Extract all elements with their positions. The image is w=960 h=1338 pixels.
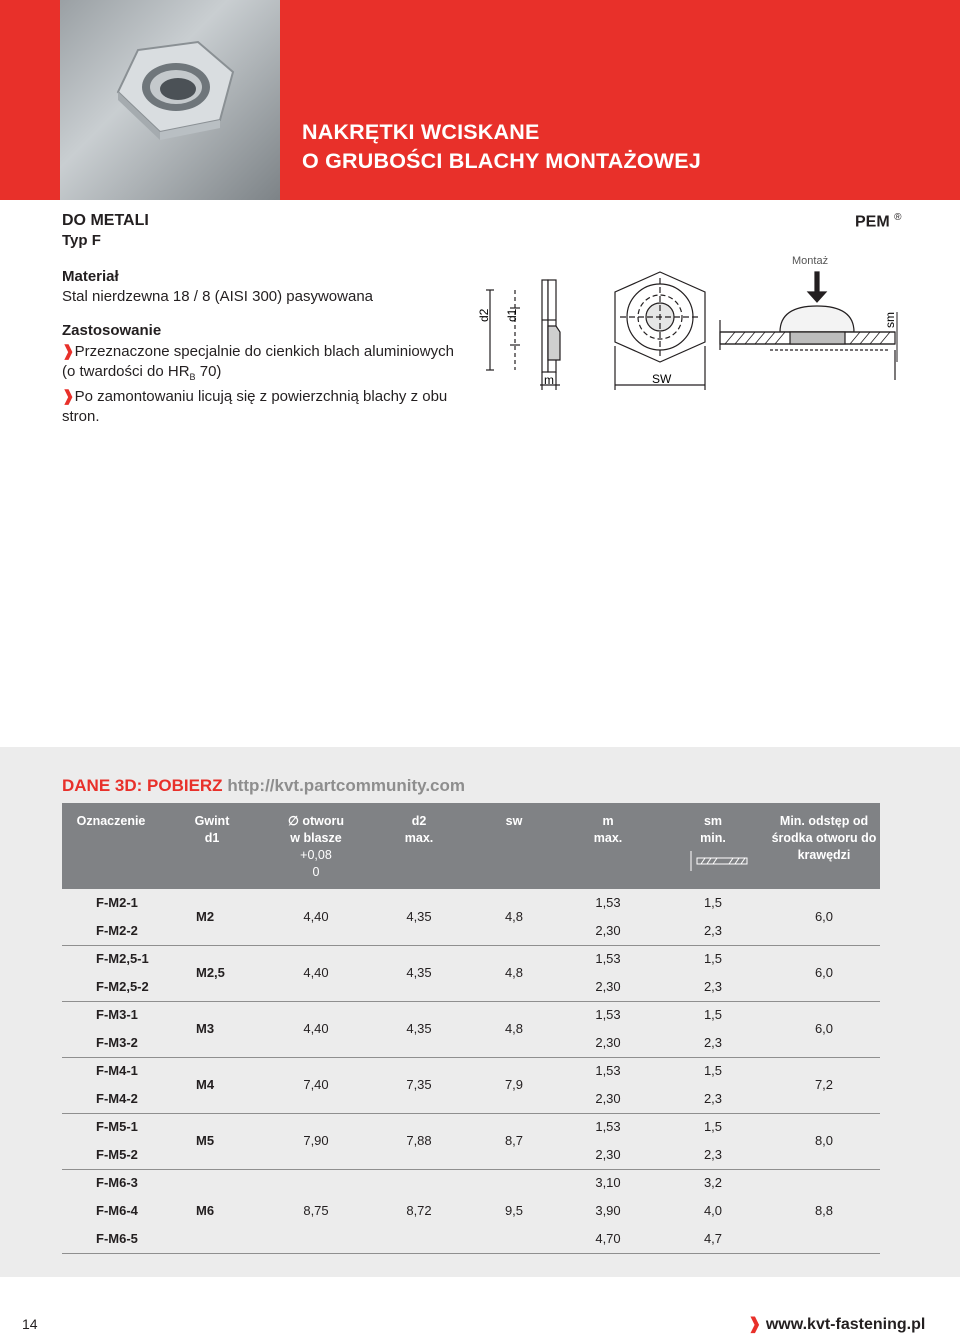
col-sm-label: sm: [703, 814, 723, 828]
cell-edge: 6,0: [814, 909, 834, 924]
cell-thread: M5: [196, 1133, 215, 1148]
col-otwor-tol-upper: +0,08: [300, 848, 332, 862]
cell-sw: 4,8: [504, 965, 524, 980]
col-min-l3: krawędzi: [797, 848, 851, 862]
cell-code: F-M2,5-2: [96, 979, 149, 994]
cell-d2: 4,35: [406, 1021, 432, 1036]
product-heading: DO METALI: [62, 212, 149, 229]
cell-hole: 7,40: [303, 1077, 329, 1092]
label-d2: d2: [477, 308, 491, 322]
technical-drawing: [470, 250, 910, 400]
cell-d2: 7,35: [406, 1077, 432, 1092]
download-3d-link[interactable]: [62, 776, 465, 796]
col-min-l2: środka otworu do: [771, 831, 877, 845]
col-m-label: m: [602, 814, 614, 828]
cell-sm: 3,2: [703, 1175, 723, 1190]
chevron-right-icon: ❱: [62, 388, 75, 405]
cell-code: F-M2-2: [96, 923, 138, 938]
cell-code: F-M6-4: [96, 1203, 138, 1218]
bullet-1: [62, 342, 462, 362]
cell-m: 2,30: [595, 1147, 621, 1162]
download-prefix: DANE 3D: POBIERZ: [62, 776, 223, 795]
footer-website-link[interactable]: [748, 1314, 925, 1334]
col-m: [558, 813, 658, 847]
col-gwint-sub: d1: [204, 831, 220, 845]
material-text: Stal nierdzewna 18 / 8 (AISI 300) pasywowana: [62, 288, 374, 305]
cell-m: 1,53: [595, 1063, 621, 1078]
chevron-right-icon: ❱: [62, 343, 75, 360]
cell-code: F-M5-1: [96, 1119, 138, 1134]
cell-code: F-M4-1: [96, 1063, 138, 1078]
table-row-divider: [62, 1253, 880, 1254]
table-header: [62, 803, 880, 889]
cell-m: 2,30: [595, 1035, 621, 1050]
cell-edge: 7,2: [814, 1077, 834, 1092]
cell-code: F-M6-5: [96, 1231, 138, 1246]
cell-m: 1,53: [595, 951, 621, 966]
brand-label: [855, 212, 902, 231]
product-type: Typ F: [62, 232, 101, 249]
cell-hole: 8,75: [303, 1203, 329, 1218]
label-d1: d1: [505, 308, 519, 322]
col-otwor-l2: w blasze: [290, 831, 342, 845]
label-montaz: Montaż: [792, 255, 829, 267]
cell-d2: 4,35: [406, 909, 432, 924]
label-sm: sm: [883, 312, 897, 328]
title-line-1: NAKRĘTKI WCISKANE: [302, 120, 540, 144]
cell-thread: M3: [196, 1021, 215, 1036]
cell-code: F-M5-2: [96, 1147, 138, 1162]
cell-sw: 4,8: [504, 909, 524, 924]
page-number: 14: [22, 1316, 38, 1332]
cell-m: 2,30: [595, 923, 621, 938]
bullet-1-text-b: (o twardości do HR: [62, 363, 190, 380]
application-label: Zastosowanie: [62, 322, 162, 339]
cell-edge: 6,0: [814, 1021, 834, 1036]
cell-thread: M4: [196, 1077, 215, 1092]
cell-thread: M2,5: [196, 965, 225, 980]
header-banner: [0, 0, 960, 200]
cell-sm: 2,3: [703, 1035, 723, 1050]
sm-diagram-icon: [673, 847, 753, 873]
cell-code: F-M4-2: [96, 1091, 138, 1106]
cell-thread: M6: [196, 1203, 215, 1218]
cell-m: 1,53: [595, 1119, 621, 1134]
cell-sw: 7,9: [504, 1077, 524, 1092]
col-d2-sub: max.: [404, 831, 434, 845]
bullet-2: [62, 387, 462, 407]
col-sw: sw: [505, 814, 523, 828]
col-d2: [368, 813, 470, 847]
footer-url-text[interactable]: www.kvt-fastening.pl: [765, 1316, 926, 1333]
mounting-view: [720, 272, 895, 380]
cell-hole: 4,40: [303, 909, 329, 924]
cell-d2: 7,88: [406, 1133, 432, 1148]
cell-code: F-M2-1: [96, 895, 138, 910]
registered-mark: ®: [894, 212, 902, 223]
col-m-sub: max.: [593, 831, 623, 845]
material-label: Materiał: [62, 268, 119, 285]
bullet-2-text-b: stron.: [62, 408, 100, 425]
cell-m: 2,30: [595, 1091, 621, 1106]
cell-m: 3,10: [595, 1175, 621, 1190]
bullet-1-cont: [62, 362, 462, 387]
cell-edge: 8,8: [814, 1203, 834, 1218]
bullet-2-cont: [62, 407, 462, 427]
cell-sm: 1,5: [703, 1063, 723, 1078]
col-sm: [658, 813, 768, 878]
col-otwor: [264, 813, 368, 881]
bullet-1-text-c: 70): [195, 363, 222, 380]
cell-sm: 2,3: [703, 1147, 723, 1162]
cell-m: 1,53: [595, 1007, 621, 1022]
application-text: [62, 342, 462, 427]
col-oznaczenie: Oznaczenie: [76, 814, 146, 828]
cell-sm: 1,5: [703, 895, 723, 910]
cell-sm: 2,3: [703, 923, 723, 938]
cell-sm: 1,5: [703, 1119, 723, 1134]
cell-thread: M2: [196, 909, 215, 924]
cell-code: F-M2,5-1: [96, 951, 149, 966]
cell-edge: 6,0: [814, 965, 834, 980]
cell-sm: 1,5: [703, 1007, 723, 1022]
label-m: m: [544, 373, 554, 387]
cell-sm: 2,3: [703, 979, 723, 994]
cell-sw: 9,5: [504, 1203, 524, 1218]
col-min-l1: Min. odstęp od: [779, 814, 869, 828]
download-url[interactable]: http://kvt.partcommunity.com: [227, 776, 466, 795]
col-otwor-l1: ∅ otworu: [287, 814, 345, 828]
cell-d2: 4,35: [406, 965, 432, 980]
cell-edge: 8,0: [814, 1133, 834, 1148]
col-gwint: [160, 813, 264, 847]
cell-sm: 1,5: [703, 951, 723, 966]
cell-m: 4,70: [595, 1231, 621, 1246]
cell-code: F-M3-2: [96, 1035, 138, 1050]
cell-code: F-M3-1: [96, 1007, 138, 1022]
table-row-divider: [62, 1113, 880, 1114]
cell-sm: 4,7: [703, 1231, 723, 1246]
cell-sm: 4,0: [703, 1203, 723, 1218]
col-otwor-tol-lower: 0: [312, 865, 320, 879]
cell-hole: 4,40: [303, 965, 329, 980]
col-d2-label: d2: [411, 814, 427, 828]
cell-sw: 4,8: [504, 1021, 524, 1036]
bullet-1-sub: B: [189, 372, 196, 382]
page-title: [302, 118, 701, 176]
col-gwint-label: Gwint: [194, 814, 230, 828]
table-row-divider: [62, 1169, 880, 1170]
table-row-divider: [62, 945, 880, 946]
cell-d2: 8,72: [406, 1203, 432, 1218]
cell-hole: 7,90: [303, 1133, 329, 1148]
cell-sw: 8,7: [504, 1133, 524, 1148]
label-sw: SW: [652, 372, 672, 386]
bullet-1-text: Przeznaczone specjalnie do cienkich blach aluminiowych: [74, 343, 454, 360]
col-sm-sub: min.: [700, 831, 726, 845]
cell-hole: 4,40: [303, 1021, 329, 1036]
col-min-odstep: [768, 813, 880, 864]
brand-name: PEM: [855, 213, 890, 231]
cell-m: 2,30: [595, 979, 621, 994]
product-photo: [60, 0, 280, 200]
nut-illustration: [98, 32, 248, 142]
cell-sm: 2,3: [703, 1091, 723, 1106]
bullet-2-text: Po zamontowaniu licują się z powierzchnią blachy z obu: [74, 388, 448, 405]
title-line-2: O GRUBOŚCI BLACHY MONTAŻOWEJ: [302, 149, 701, 173]
cell-code: F-M6-3: [96, 1175, 138, 1190]
table-row-divider: [62, 1001, 880, 1002]
chevron-right-icon: ❱: [748, 1316, 766, 1333]
cell-m: 3,90: [595, 1203, 621, 1218]
table-row-divider: [62, 1057, 880, 1058]
cell-m: 1,53: [595, 895, 621, 910]
